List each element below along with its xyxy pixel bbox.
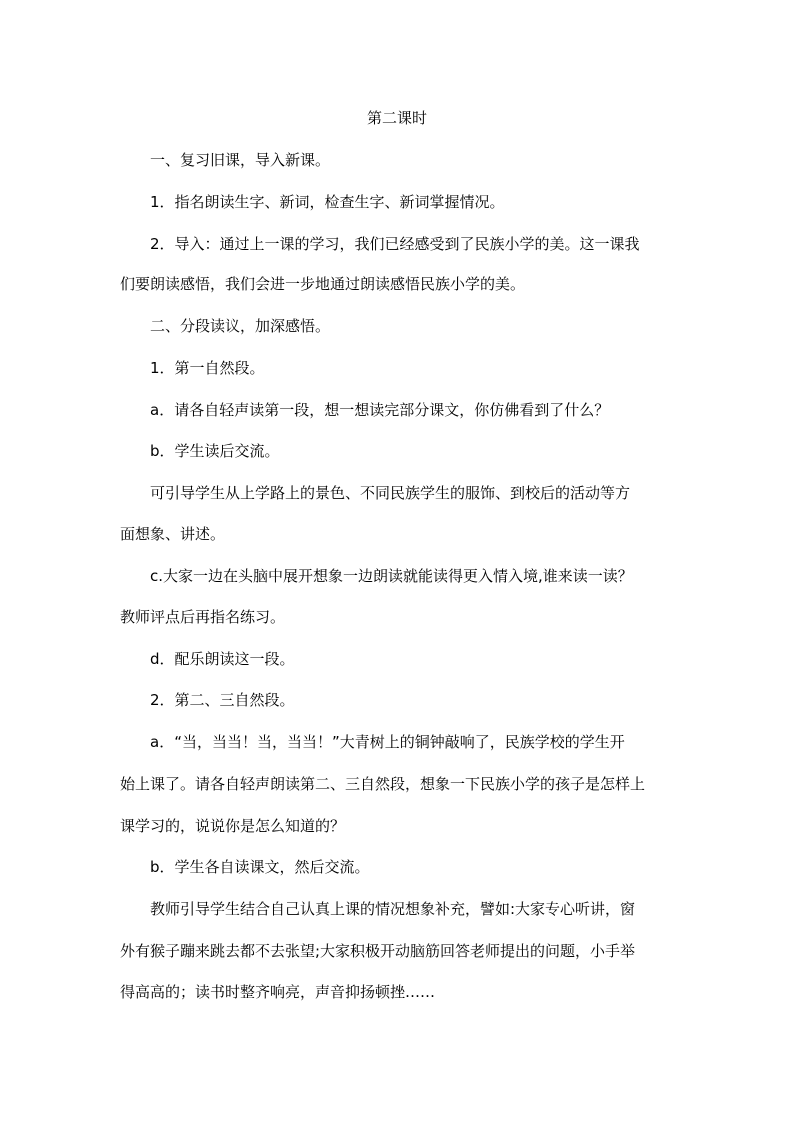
page-title: 第二课时	[366, 109, 427, 127]
paragraph-line: 1．第一自然段。	[150, 359, 265, 377]
paragraph-line: c.大家一边在头脑中展开想象一边朗读就能读得更入情入境,谁来读一读？	[150, 567, 633, 585]
paragraph-line: 2．导入：通过上一课的学习，我们已经感受到了民族小学的美。这一课我	[150, 235, 640, 253]
paragraph-line: 得高高的；读书时整齐响亮，声音抑扬顿挫……	[120, 983, 436, 1001]
paragraph-line: 教师引导学生结合自己认真上课的情况想象补充，譬如:大家专心听讲，窗	[150, 900, 636, 918]
paragraph-line: a．“当，当当！当，当当！”大青树上的铜钟敲响了，民族学校的学生开	[150, 733, 625, 751]
paragraph-line: b．学生读后交流。	[150, 442, 280, 460]
paragraph-line: a．请各自轻声读第一段，想一想读完部分课文，你仿佛看到了什么？	[150, 401, 610, 419]
paragraph-line: 外有猴子蹦来跳去都不去张望;大家积极开动脑筋回答老师提出的问题，小手举	[120, 942, 636, 960]
paragraph-line: 们要朗读感悟，我们会进一步地通过朗读感悟民族小学的美。	[120, 275, 526, 293]
section-heading: 一、复习旧课，导入新课。	[150, 151, 331, 169]
paragraph-line: 2．第二、三自然段。	[150, 691, 295, 709]
paragraph-line: 可引导学生从上学路上的景色、不同民族学生的服饰、到校后的活动等方	[150, 484, 631, 502]
paragraph-line: b．学生各自读课文，然后交流。	[150, 858, 370, 876]
section-heading: 二、分段读议，加深感悟。	[150, 317, 331, 335]
paragraph-line: 始上课了。请各自轻声朗读第二、三自然段，想象一下民族小学的孩子是怎样上	[120, 775, 646, 793]
paragraph-line: 面想象、讲述。	[120, 525, 226, 543]
paragraph-line: 教师评点后再指名练习。	[120, 608, 286, 626]
paragraph-line: 课学习的，说说你是怎么知道的？	[120, 817, 346, 835]
paragraph-line: 1．指名朗读生字、新词，检查生字、新词掌握情况。	[150, 193, 505, 211]
paragraph-line: d．配乐朗读这一段。	[150, 650, 295, 668]
